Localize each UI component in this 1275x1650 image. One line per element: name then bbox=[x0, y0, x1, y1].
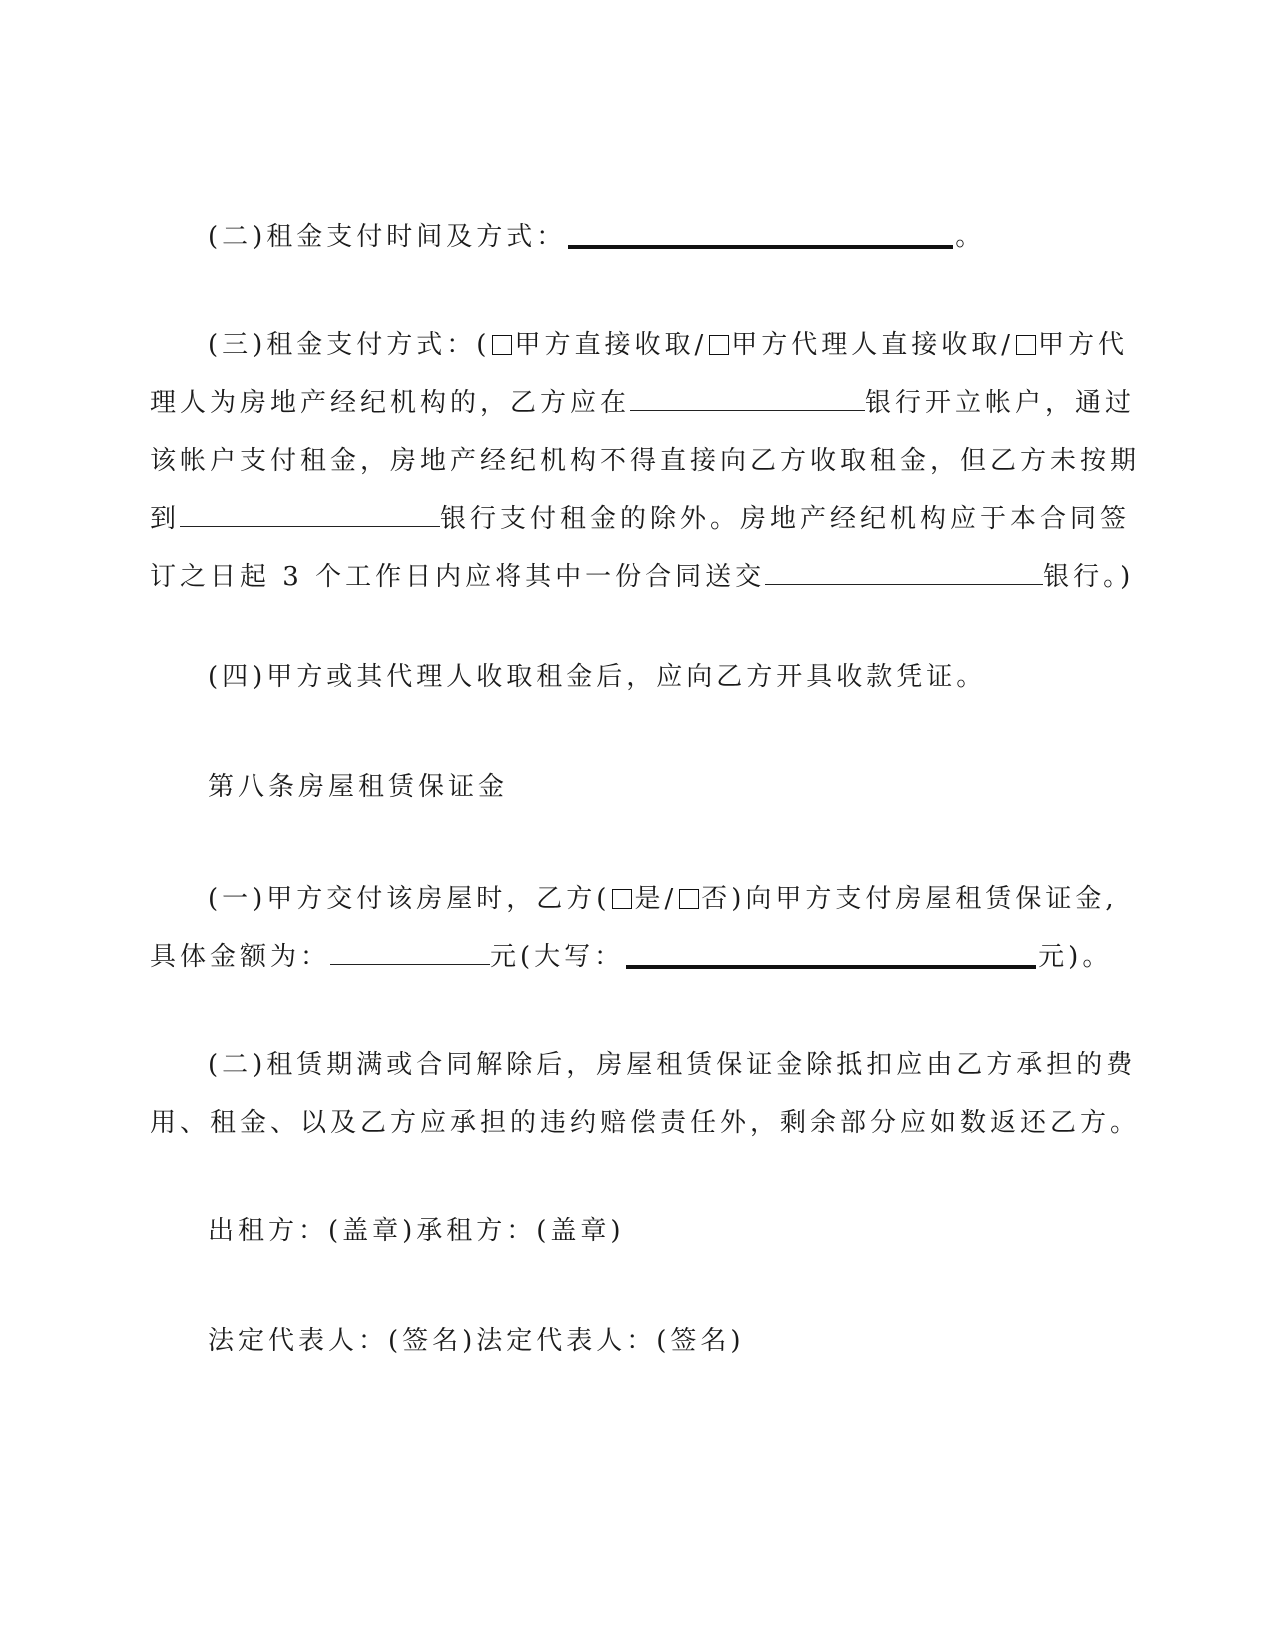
amount-blank[interactable] bbox=[330, 938, 490, 965]
para-line bbox=[150, 490, 1135, 548]
amount-words-blank[interactable] bbox=[626, 947, 1036, 969]
bank-blank[interactable] bbox=[765, 558, 1043, 585]
line-text: (三)租金支付方式：( bbox=[208, 330, 491, 360]
para-line: 该帐户支付租金，房地产经纪机构不得直接向乙方收取租金，但乙方未按期 bbox=[150, 446, 1141, 476]
clause-payment-time bbox=[150, 208, 1193, 266]
line-text: 订之日起 3 个工作日内应将其中一份合同送交 bbox=[150, 562, 766, 592]
para-line bbox=[150, 548, 1135, 606]
checkbox[interactable] bbox=[492, 335, 512, 355]
line-text: 理人为房地产经纪机构的，乙方应在 bbox=[150, 388, 631, 418]
checkbox-yes[interactable] bbox=[612, 889, 632, 909]
para-line bbox=[150, 316, 1135, 374]
checkbox[interactable] bbox=[1016, 335, 1036, 355]
clause-deposit bbox=[150, 870, 1135, 986]
fill-blank[interactable] bbox=[568, 227, 953, 249]
para-line bbox=[150, 928, 1135, 986]
option-label: 甲方代理人直接收取/ bbox=[731, 330, 1014, 360]
para-line bbox=[150, 374, 1135, 432]
option-label: 是/ bbox=[634, 884, 678, 914]
clause-end: 。 bbox=[955, 222, 986, 252]
seal-line: 出租方：(盖章)承租方：(盖章) bbox=[208, 1216, 625, 1246]
line-text: 银行开立帐户，通过 bbox=[865, 388, 1136, 418]
line-text: 到 bbox=[150, 504, 181, 534]
option-label: 否)向甲方支付房屋租赁保证金, bbox=[701, 884, 1118, 914]
line-text: 元)。 bbox=[1038, 942, 1113, 972]
bank-blank[interactable] bbox=[630, 384, 865, 411]
clause-deposit-return bbox=[150, 1036, 1141, 1152]
article-heading: 第八条房屋租赁保证金 bbox=[208, 772, 509, 802]
bank-blank[interactable] bbox=[180, 500, 440, 527]
clause-payment-method bbox=[150, 316, 1141, 606]
line-text: 具体金额为： bbox=[150, 942, 331, 972]
option-label: 甲方代 bbox=[1037, 330, 1128, 360]
clause-receipt: (四)甲方或其代理人收取租金后，应向乙方开具收款凭证。 bbox=[208, 662, 987, 692]
line-text: 元(大写： bbox=[490, 942, 625, 972]
checkbox-no[interactable] bbox=[679, 889, 699, 909]
para-line: (二)租赁期满或合同解除后，房屋租赁保证金除抵扣应由乙方承担的费 bbox=[208, 1050, 1137, 1080]
option-label: 甲方直接收取/ bbox=[514, 330, 708, 360]
para-line bbox=[150, 870, 1135, 928]
line-text: 银行支付租金的除外。房地产经纪机构应于本合同签 bbox=[440, 504, 1131, 534]
checkbox[interactable] bbox=[709, 335, 729, 355]
clause-text: (二)租金支付时间及方式： bbox=[208, 222, 567, 252]
para-line: 用、租金、以及乙方应承担的违约赔偿责任外，剩余部分应如数返还乙方。 bbox=[150, 1108, 1141, 1138]
line-text: 银行。) bbox=[1043, 562, 1135, 592]
signature-line: 法定代表人：(签名)法定代表人：(签名) bbox=[208, 1326, 745, 1356]
line-text: (一)甲方交付该房屋时，乙方( bbox=[208, 884, 611, 914]
